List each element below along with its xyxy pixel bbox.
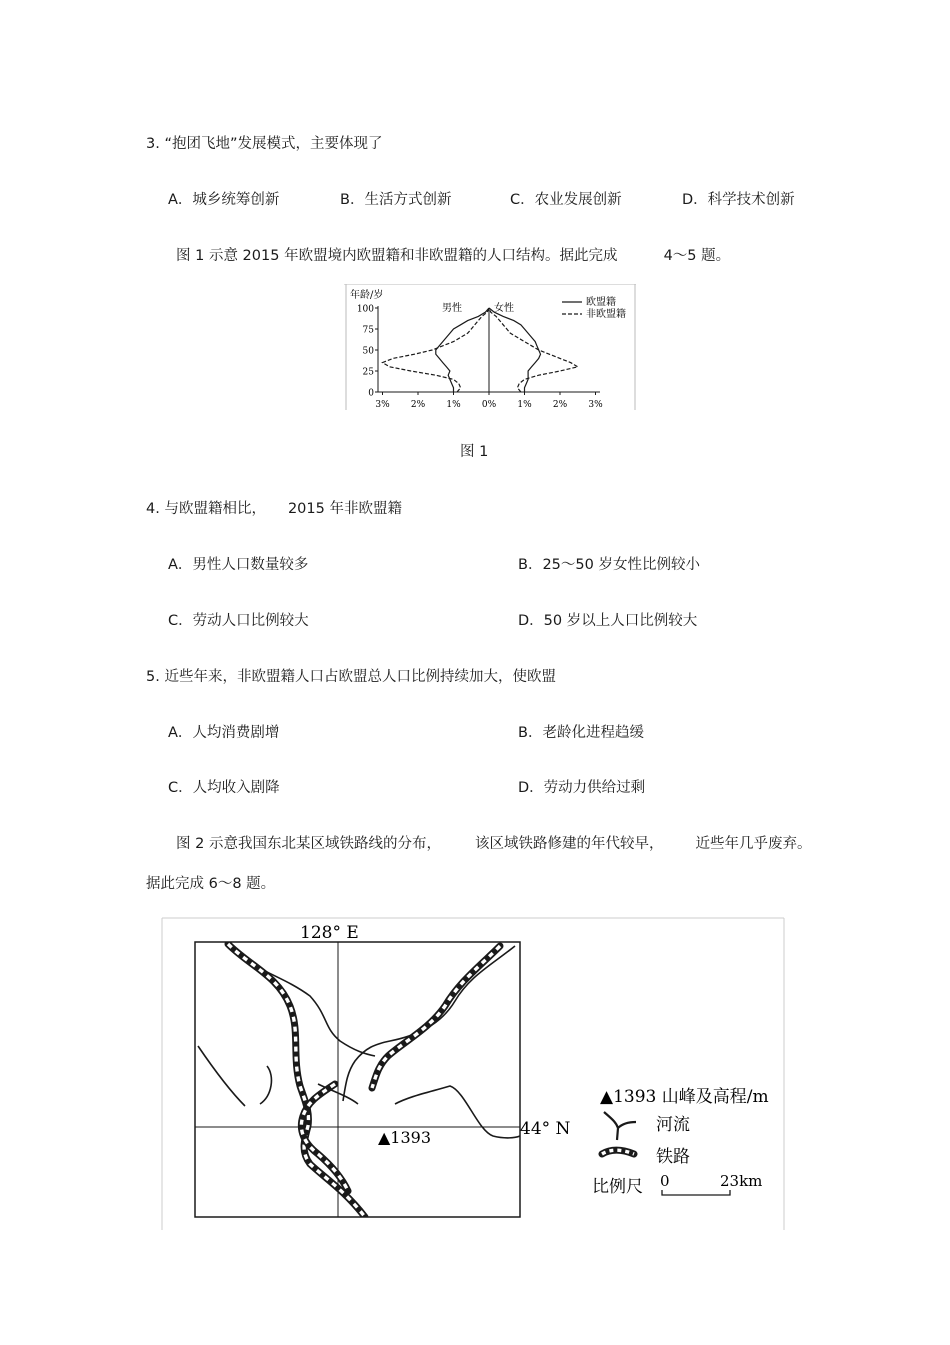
chart-legend [562,295,626,320]
map-frame [195,942,520,1217]
y-axis-label: 年龄/岁 [350,290,384,301]
map-legend [592,1087,769,1197]
legend-railway-icon [602,1150,634,1154]
figure2-intro-b: 该区域铁路修建的年代较早， [474,836,664,852]
q3-option-d: D．科学技术创新 [682,192,795,208]
figure1-intro [176,246,730,266]
river-west [198,1046,245,1106]
series-eu-male [436,308,489,392]
x-tick-label: 2% [410,400,426,410]
q3-option-b: B．生活方式创新 [340,192,452,208]
figure1-intro-range: 4～5 题。 [663,248,731,264]
y-tick-label: 75 [362,325,374,336]
male-label: 男性 [442,303,462,314]
legend-scale-bar [662,1190,730,1195]
legend-scale-start: 0 [660,1172,670,1190]
x-tick-label: 2% [552,400,568,410]
y-tick-label: 25 [362,367,374,378]
q3-stem: 3. “抱团飞地”发展模式，主要体现了 [146,136,383,152]
y-tick-label: 100 [356,304,374,315]
figure2-intro-a: 图 2 示意我国东北某区域铁路线的分布， [176,836,441,852]
y-tick-label: 0 [368,388,374,399]
railway-north-casing [228,944,365,1217]
series-eu-female [489,308,541,392]
population-pyramid-chart [344,284,636,412]
q3-option-a: A．城乡统筹创新 [168,192,280,208]
legend-scale-title: 比例尺 [592,1177,643,1197]
q4-stem-b: 2015 年非欧盟籍 [287,501,402,517]
q3-option-c: C．农业发展创新 [510,192,622,208]
q5-option-c: C．人均收入剧降 [168,780,280,796]
legend-river: 河流 [656,1115,690,1135]
figure2-intro [176,834,811,854]
series-non-eu-female [489,308,578,392]
female-label: 女性 [494,303,514,314]
q5-option-d: D．劳动力供给过剩 [518,780,646,796]
q5-stem: 5. 近些年来，非欧盟籍人口占欧盟总人口比例持续加大，使欧盟 [146,669,556,685]
legend-river-icon [604,1112,636,1140]
peak-1393 [378,1128,431,1147]
latitude-label: 44° N [520,1119,571,1139]
railway-map [160,916,786,1232]
q4-option-b: B．25～50 岁女性比例较小 [518,557,700,573]
x-tick-label: 3% [588,400,603,410]
legend-peak: ▲1393 山峰及高程/m [600,1087,769,1107]
q5-option-b: B．老龄化进程趋缓 [518,725,644,741]
railway-northeast-casing [372,946,500,1088]
river-short [260,1066,271,1104]
q5-option-a: A．人均消费剧增 [168,725,280,741]
q4-stem [146,499,402,519]
peak-label: ▲1393 [378,1128,432,1147]
x-tick-label: 1% [517,400,532,410]
q4-option-d: D．50 岁以上人口比例较大 [518,613,698,629]
legend-eu: 欧盟籍 [586,297,616,308]
q4-option-a: A．男性人口数量较多 [168,557,309,573]
x-tick-label: 1% [446,400,461,410]
q4-stem-a: 4. 与欧盟籍相比， [146,501,266,517]
figure2-intro-line2: 据此完成 6～8 题。 [146,876,276,892]
legend-non-eu: 非欧盟籍 [586,309,626,320]
q4-option-c: C．劳动人口比例较大 [168,613,309,629]
legend-scale-end: 23km [720,1172,763,1190]
figure2-intro-c: 近些年几乎废弃。 [695,836,812,852]
figure1-intro-text: 图 1 示意 2015 年欧盟境内欧盟籍和非欧盟籍的人口结构。据此完成 [176,248,618,264]
x-tick-label: 3% [375,400,390,410]
x-tick-label: 0% [481,400,497,410]
y-tick-label: 50 [362,346,374,357]
legend-railway: 铁路 [656,1147,690,1167]
longitude-label: 128° E [300,923,359,943]
figure1-caption: 图 1 [460,444,489,460]
